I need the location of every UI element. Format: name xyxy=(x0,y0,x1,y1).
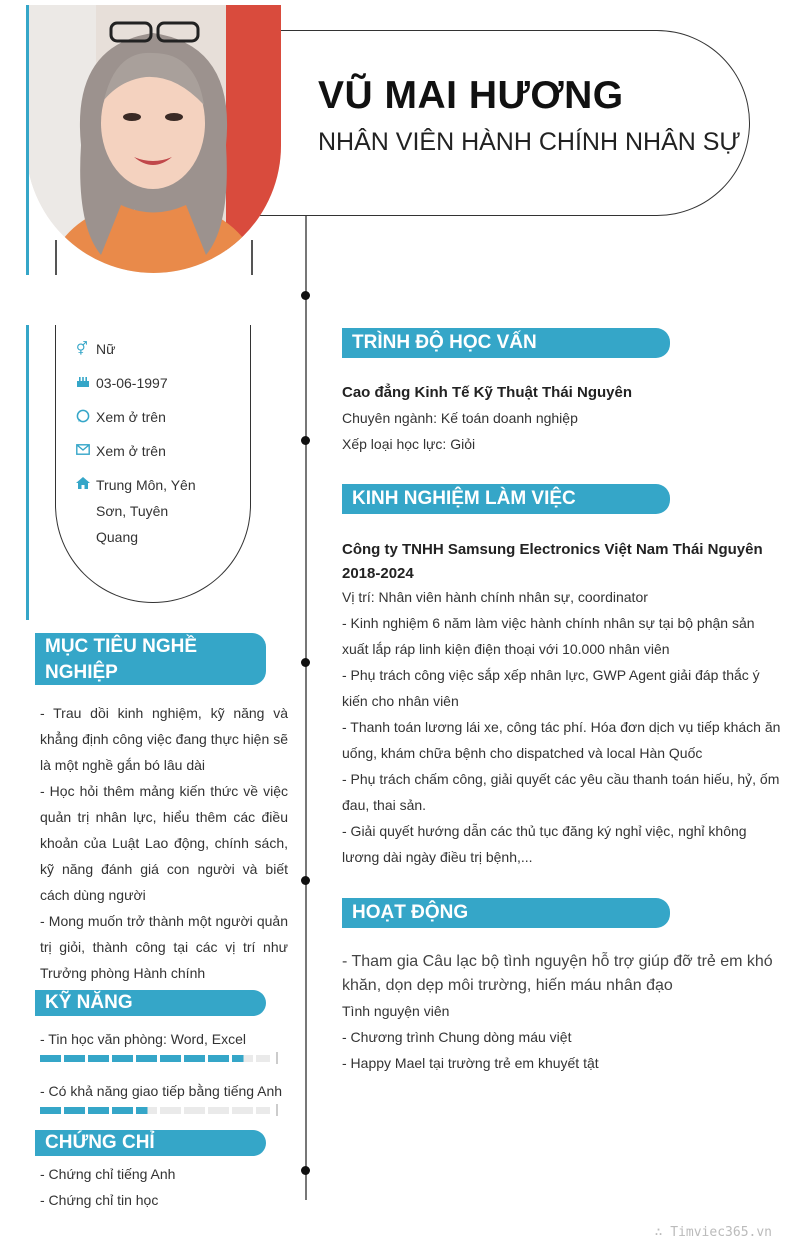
footer-watermark xyxy=(655,1225,772,1240)
contact-gender-text: Nữ xyxy=(96,341,116,357)
skill-level-bar xyxy=(40,1055,278,1062)
certificate-item: - Chứng chỉ tiếng Anh xyxy=(40,1166,176,1182)
activities-details xyxy=(342,998,782,1076)
certificate-list xyxy=(40,1161,175,1213)
profile-photo xyxy=(26,5,281,273)
photo-frame-line-left xyxy=(55,240,57,275)
education-school: Cao đẳng Kinh Tế Kỹ Thuật Thái Nguyên xyxy=(342,384,633,401)
experience-details xyxy=(342,584,782,870)
experience-company: Công ty TNHH Samsung Electronics Việt Nam Thái Nguyên xyxy=(342,541,763,558)
left-accent-bar xyxy=(26,325,29,620)
section-title-objective: MỤC TIÊU NGHỀ NGHIỆP xyxy=(35,633,266,685)
experience-line: - Phụ trách chấm công, giải quyết các yêu cầu thanh toán hiếu, hỷ, ốm đau, thai sản. xyxy=(342,771,780,813)
contact-email xyxy=(76,443,166,464)
photo-accent-bar xyxy=(26,5,29,275)
home-icon xyxy=(76,477,96,550)
photo-frame-line-right xyxy=(251,240,253,275)
experience-line: - Giải quyết hướng dẫn các thủ tục đăng ký nghỉ việc, nghỉ không lương dài ngày điều trị bệnh,... xyxy=(342,823,747,865)
activities-role: Tình nguyện viên xyxy=(342,1003,450,1019)
header-frame xyxy=(250,30,750,216)
timeline-dot xyxy=(301,1166,310,1175)
contact-address-text: Trung Môn, Yên Sơn, Tuyên Quang xyxy=(96,477,196,545)
education-grade: Xếp loại học lực: Giỏi xyxy=(342,436,476,452)
activities-item: - Happy Mael tại trường trẻ em khuyết tật xyxy=(342,1055,599,1071)
experience-header xyxy=(342,538,782,586)
experience-line: - Kinh nghiệm 6 năm làm việc hành chính nhân sự tại bộ phận sản xuất lắp ráp linh kiện điện thoại với 10.000 nhân viên xyxy=(342,615,755,657)
watermark-brand: Timviec365.vn xyxy=(670,1225,772,1240)
section-title-experience: KINH NGHIỆM LÀM VIỆC xyxy=(342,484,670,514)
timeline-dot xyxy=(301,436,310,445)
envelope-icon xyxy=(76,443,96,464)
experience-line: - Thanh toán lương lái xe, công tác phí. Hóa đơn dịch vụ tiếp khách ăn uống, khám chữa bệnh cho dispatched và local Hàn Quốc xyxy=(342,719,781,761)
timeline-line xyxy=(305,216,307,1200)
certificate-item: - Chứng chỉ tin học xyxy=(40,1192,159,1208)
timeline-dot xyxy=(301,658,310,667)
skill-level-bar xyxy=(40,1107,278,1114)
activities-item: - Chương trình Chung dòng máu việt xyxy=(342,1029,572,1045)
education-details xyxy=(342,405,578,457)
experience-period: 2018-2024 xyxy=(342,565,414,582)
skill-label: - Có khả năng giao tiếp bằng tiếng Anh xyxy=(40,1083,283,1099)
contact-phone xyxy=(76,409,166,430)
section-title-skills: KỸ NĂNG xyxy=(35,990,266,1016)
objective-line: - Trau dồi kinh nghiệm, kỹ năng và khẳng định công việc đang thực hiện sẽ là một nghề gắn bó lâu dài xyxy=(40,705,288,773)
experience-line: - Phụ trách công việc sắp xếp nhân lực, GWP Agent giải đáp thắc ý kiến cho nhân viên xyxy=(342,667,760,709)
candidate-job-title: NHÂN VIÊN HÀNH CHÍNH NHÂN SỰ xyxy=(318,128,741,156)
candidate-name: VŨ MAI HƯƠNG xyxy=(318,74,624,117)
contact-phone-text: Xem ở trên xyxy=(96,409,166,425)
section-title-activities: HOẠT ĐỘNG xyxy=(342,898,670,928)
contact-address xyxy=(76,477,208,550)
contact-birthday-text: 03-06-1997 xyxy=(96,375,168,391)
section-title-certificates: CHỨNG CHỈ xyxy=(35,1130,266,1156)
activities-lead: - Tham gia Câu lạc bộ tình nguyện hỗ trợ giúp đỡ trẻ em khó khăn, dọn dẹp môi trường, hiến máu nhân đạo xyxy=(342,953,773,994)
whatsapp-icon xyxy=(76,409,96,430)
watermark-logo-icon: ∴ xyxy=(654,1225,671,1240)
contact-card xyxy=(55,325,251,603)
timeline-dot xyxy=(301,291,310,300)
timeline-dot xyxy=(301,876,310,885)
contact-email-text: Xem ở trên xyxy=(96,443,166,459)
education-major: Chuyên ngành: Kế toán doanh nghiệp xyxy=(342,410,578,426)
objective-line: - Học hỏi thêm mảng kiến thức về việc quản trị nhân lực, hiểu thêm các điều khoản của Luật Lao động, chính sách, kỹ năng đánh giá con người và biết cách dùng người xyxy=(40,783,288,903)
objective-line: - Mong muốn trở thành một người quản trị giỏi, thành công tại các vị trí như Trưởng phòng Hành chính xyxy=(40,913,288,981)
objective-text xyxy=(40,700,288,986)
gender-icon: ⚥ xyxy=(76,341,88,356)
contact-birthday xyxy=(76,375,168,396)
experience-position: Vị trí: Nhân viên hành chính nhân sự, coordinator xyxy=(342,589,648,605)
skill-label: - Tin học văn phòng: Word, Excel xyxy=(40,1031,246,1047)
birthday-cake-icon xyxy=(76,375,96,396)
contact-gender xyxy=(76,341,115,362)
section-title-education: TRÌNH ĐỘ HỌC VẤN xyxy=(342,328,670,358)
